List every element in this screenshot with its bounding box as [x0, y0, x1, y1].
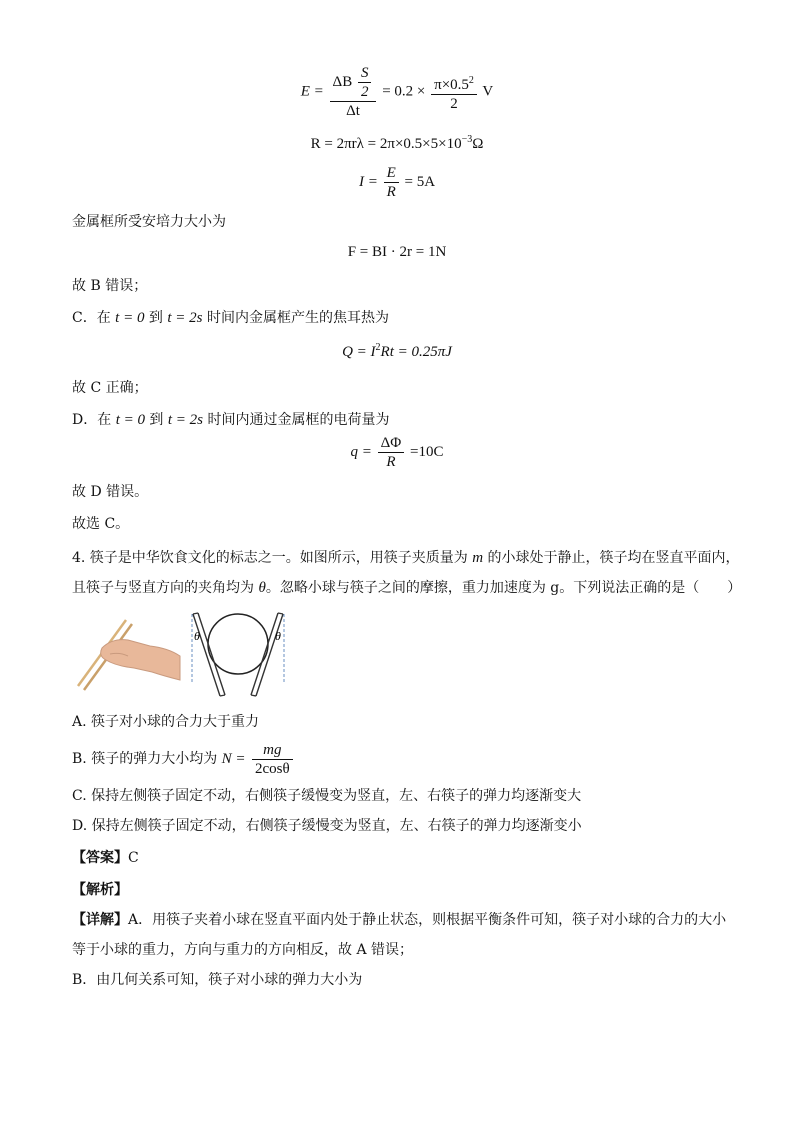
eq-i-top: E: [384, 164, 399, 183]
paragraph-c-correct: 故 C 正确；: [72, 380, 148, 396]
paragraph-choose-c: 故选 C。: [72, 516, 130, 532]
option-b: [72, 740, 295, 778]
eq-i-bottom: R: [386, 184, 396, 200]
eq-e-s: S: [358, 64, 372, 83]
paragraph-b-wrong: 故 B 错误；: [72, 278, 148, 294]
equation-F: F = BI · 2r = 1N: [347, 244, 447, 260]
option-c: C. 保持左侧筷子固定不动，右侧筷子缓慢变为竖直，左、右筷子的弹力均逐渐变大: [72, 788, 582, 804]
eq-e-lhs: E =: [300, 83, 324, 100]
detail-text-1: A．用筷子夹着小球在竖直平面内处于静止状态，则根据平衡条件可知，筷子对小球的合力的大小: [128, 912, 727, 928]
eq-charge-top: ΔΦ: [378, 434, 405, 453]
equation-charge: [0, 434, 794, 471]
eq-i-rhs: = 5A: [404, 173, 436, 190]
detail-line-2: 等于小球的重力，方向与重力的方向相反，故 A 错误；: [72, 942, 414, 958]
hand-with-chopsticks-illustration: [78, 620, 180, 690]
right-chopstick: [251, 613, 283, 696]
eq-e-r-bottom: 2: [450, 95, 458, 112]
question-4-figure: [72, 610, 292, 702]
p5-b: 到: [144, 412, 168, 428]
p5-c: 时间内通过金属框的电荷量为: [203, 412, 390, 428]
eq-charge-fraction: [378, 434, 405, 471]
analysis-label: 【解析】: [72, 882, 128, 898]
eq-r-text: R = 2πrλ = 2π×0.5×5×10: [310, 136, 462, 152]
ball-and-chopsticks-diagram: [192, 613, 284, 696]
answer-line: [72, 848, 139, 868]
paragraph-d: [72, 410, 389, 430]
eq-e-unit: V: [482, 83, 494, 100]
analysis-tag: [72, 880, 128, 900]
equation-I: [0, 164, 794, 201]
eq-e-r-exp: 2: [468, 74, 474, 86]
p3-b: 到: [144, 310, 168, 326]
p3-a: C．在: [72, 310, 116, 326]
p5-a: D．在: [72, 412, 116, 428]
eq-charge-bottom: R: [386, 454, 396, 470]
q4-l1-b: 的小球处于静止，筷子均在竖直平面内，: [483, 550, 740, 566]
eq-i-fraction: [384, 164, 399, 201]
eq-r-exp: −3: [461, 134, 473, 145]
q4-theta: θ: [258, 580, 266, 596]
option-b-lhs: N =: [221, 751, 246, 767]
option-a: A. 筷子对小球的合力大于重力: [72, 714, 260, 730]
detail-line-1: [72, 910, 726, 930]
equation-E: [0, 64, 794, 120]
option-b-top: mg: [252, 741, 293, 760]
q4-l2-a: 且筷子与竖直方向的夹角均为: [72, 580, 259, 596]
p3-t1: t = 0: [115, 310, 145, 326]
question-4-line-2: [72, 578, 741, 598]
p3-c: 时间内金属框产生的焦耳热为: [202, 310, 389, 326]
paragraph-ampere-force: 金属框所受安培力大小为: [72, 214, 226, 230]
eq-charge-lhs: q =: [350, 443, 372, 460]
eq-e-delta-b: ΔB: [332, 73, 353, 90]
eq-e-mid: = 0.2 ×: [382, 83, 426, 100]
theta-label-left: θ: [194, 629, 200, 643]
p5-t2: t = 2s: [167, 412, 204, 428]
eq-e-right-fraction: [431, 72, 477, 113]
question-4-line-1: [72, 548, 740, 568]
eq-e-fraction: [330, 64, 377, 120]
equation-R: [0, 134, 794, 153]
answer-tag: 【答案】: [72, 850, 128, 866]
left-chopstick: [193, 613, 225, 696]
eq-q-rhs: Rt = 0.25πJ: [380, 344, 452, 360]
ball-circle: [208, 614, 268, 674]
detail-line-3: B．由几何关系可知，筷子对小球的弹力大小为: [72, 972, 363, 988]
q4-l2-b: 。忽略小球与筷子之间的摩擦，重力加速度为 g。下列说法正确的是（ ）: [265, 580, 742, 596]
eq-e-r-top: π×0.5: [434, 76, 469, 93]
eq-r-unit: Ω: [472, 136, 484, 152]
eq-e-den: Δt: [346, 103, 360, 119]
p3-t2: t = 2s: [167, 310, 203, 326]
option-d: D. 保持左侧筷子固定不动，右侧筷子缓慢变为竖直，左、右筷子的弹力均逐渐变小: [72, 818, 582, 834]
eq-q-exp: 2: [375, 342, 381, 353]
p5-t1: t = 0: [115, 412, 145, 428]
answer-value: C: [128, 850, 139, 866]
theta-label-right: θ: [275, 629, 281, 643]
q4-l1-a: 4. 筷子是中华饮食文化的标志之一。如图所示，用筷子夹质量为: [72, 550, 473, 566]
equation-Q: [0, 342, 794, 361]
detail-tag: 【详解】: [72, 912, 128, 928]
q4-mass: m: [472, 550, 484, 566]
option-b-fraction: [252, 741, 293, 778]
eq-charge-rhs: =10C: [410, 443, 444, 460]
eq-e-2: 2: [360, 84, 369, 100]
option-b-bottom: 2cosθ: [254, 760, 290, 777]
eq-q-lhs: Q = I: [342, 344, 376, 360]
paragraph-d-wrong: 故 D 错误。: [72, 484, 149, 500]
option-b-text: B. 筷子的弹力大小均为: [72, 751, 222, 767]
eq-i-lhs: I =: [358, 173, 378, 190]
paragraph-c: [72, 308, 389, 328]
